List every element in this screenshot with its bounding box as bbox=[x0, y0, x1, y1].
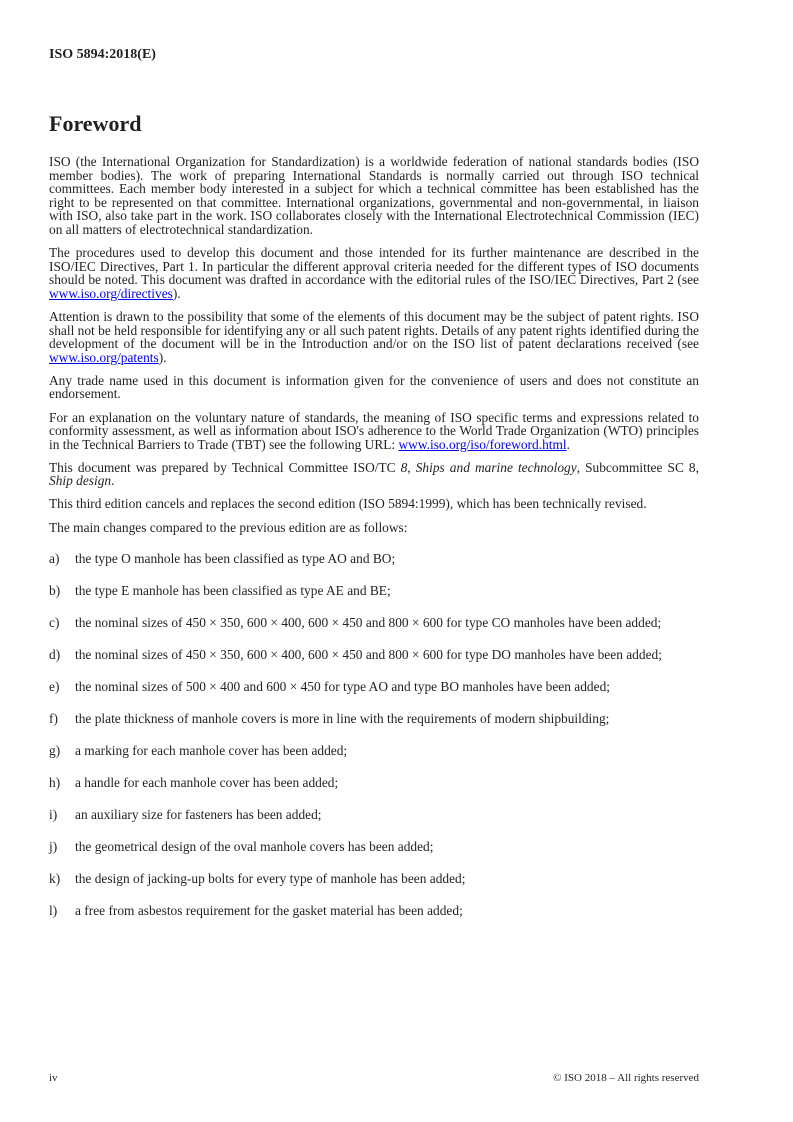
text: , Subcommittee SC 8, bbox=[576, 459, 699, 475]
list-text: a handle for each manhole cover has been added; bbox=[75, 775, 339, 791]
document-header: ISO 5894:2018(E) bbox=[49, 47, 156, 62]
list-item bbox=[49, 744, 699, 758]
list-text: the type O manhole has been classified as type AO and BO; bbox=[75, 551, 396, 567]
text: This document was prepared by Technical Committee ISO/TC bbox=[49, 459, 401, 475]
text: ). bbox=[172, 285, 181, 301]
committee-name: Ships and marine technology bbox=[415, 459, 577, 475]
list-item bbox=[49, 712, 699, 726]
list-marker: c) bbox=[49, 615, 60, 631]
copyright: © ISO 2018 – All rights reserved bbox=[553, 1072, 699, 1084]
text: 8 bbox=[400, 459, 408, 475]
page-title: Foreword bbox=[49, 111, 142, 136]
list-marker: g) bbox=[49, 743, 61, 759]
list-item bbox=[49, 616, 699, 630]
list-text: the type E manhole has been classified as type AE and BE; bbox=[75, 583, 391, 599]
list-item bbox=[49, 776, 699, 790]
text: Attention is drawn to the possibility that some of the elements of this document may be the subject of patent rights. ISO shall not be held responsible for identifying any or all such patent rights. Details of any patent rights identified during the development of the document will be in the Introduction and/or on the ISO list of patent declarations received (see bbox=[49, 308, 699, 352]
text: The procedures used to develop this document and those intended for its further maintenance are described in the ISO/IEC Directives, Part 1. In particular the different approval criteria needed for the different types of ISO documents should be noted. This document was drafted in accordance with the editorial rules of the ISO/IEC Directives, Part 2 (see bbox=[49, 245, 699, 288]
list-text: a free from asbestos requirement for the gasket material has been added; bbox=[75, 902, 463, 918]
list-marker: l) bbox=[49, 902, 58, 918]
subcommittee-name: Ship design bbox=[49, 473, 112, 489]
foreword-link[interactable]: www.iso.org/iso/foreword.html bbox=[398, 436, 567, 452]
paragraph-procedures bbox=[49, 246, 699, 300]
patents-link[interactable]: www.iso.org/patents bbox=[49, 349, 159, 365]
list-marker: a) bbox=[49, 551, 60, 567]
list-marker: f) bbox=[49, 711, 58, 727]
foreword-body bbox=[49, 155, 699, 936]
list-text: the nominal sizes of 450 × 350, 600 × 400, 600 × 450 and 800 × 600 for type DO manholes have been added; bbox=[75, 647, 662, 663]
list-text: a marking for each manhole cover has been added; bbox=[75, 743, 348, 759]
text: , bbox=[407, 459, 416, 475]
text: ). bbox=[158, 349, 167, 365]
paragraph-trade-name: Any trade name used in this document is information given for the convenience of users and does not constitute an endorsement. bbox=[49, 372, 699, 402]
list-text: the plate thickness of manhole covers is more in line with the requirements of modern shipbuilding; bbox=[75, 711, 610, 727]
list-text: the geometrical design of the oval manhole covers has been added; bbox=[75, 839, 434, 855]
list-item bbox=[49, 872, 699, 886]
text: For an explanation on the voluntary nature of standards, the meaning of ISO specific terms and expressions related to conformity assessment, as well as information about ISO's adherence to the World Trade Organization (WTO) principles in the Technical Barriers to Trade (TBT) see the following URL: bbox=[49, 409, 699, 452]
list-marker: j) bbox=[49, 839, 58, 855]
paragraph-edition: This third edition cancels and replaces the second edition (ISO 5894:1999), which has been technically revised. bbox=[49, 496, 647, 512]
list-item bbox=[49, 808, 699, 822]
list-item bbox=[49, 680, 699, 694]
paragraph-voluntary bbox=[49, 411, 699, 452]
list-item bbox=[49, 552, 699, 566]
list-item bbox=[49, 904, 699, 918]
list-text: the design of jacking-up bolts for every type of manhole has been added; bbox=[75, 871, 466, 886]
list-marker: e) bbox=[49, 679, 60, 695]
list-marker: k) bbox=[49, 871, 61, 886]
paragraph-patents bbox=[49, 310, 699, 364]
text: . bbox=[566, 436, 570, 452]
list-marker: d) bbox=[49, 647, 61, 663]
directives-link[interactable]: www.iso.org/directives bbox=[49, 285, 173, 301]
list-item bbox=[49, 584, 699, 598]
list-item bbox=[49, 648, 699, 662]
changes-list bbox=[49, 552, 699, 917]
page-footer bbox=[49, 1072, 699, 1084]
list-text: the nominal sizes of 500 × 400 and 600 × 450 for type AO and type BO manholes have been added; bbox=[75, 679, 610, 695]
paragraph-committee bbox=[49, 461, 699, 488]
list-text: the nominal sizes of 450 × 350, 600 × 400, 600 × 450 and 800 × 600 for type CO manholes have been added; bbox=[75, 615, 662, 631]
paragraph-iso-intro: ISO (the International Organization for Standardization) is a worldwide federation of national standards bodies (ISO member bodies). The work of preparing International Standards is normally carried out through ISO technical committees. Each member body interested in a subject for which a technical committee has been established has the right to be represented on that committee. International organizations, governmental and non-governmental, in liaison with ISO, also take part in the work. ISO collaborates closely with the International Electrotechnical Commission (IEC) on all matters of electrotechnical standardization. bbox=[49, 154, 699, 237]
page-number: iv bbox=[49, 1072, 58, 1084]
list-marker: b) bbox=[49, 583, 61, 599]
list-marker: h) bbox=[49, 775, 61, 791]
list-marker: i) bbox=[49, 807, 58, 823]
paragraph-changes-intro: The main changes compared to the previous edition are as follows: bbox=[49, 519, 408, 535]
text: . bbox=[111, 473, 115, 489]
list-item bbox=[49, 840, 699, 854]
list-text: an auxiliary size for fasteners has been added; bbox=[75, 807, 322, 823]
